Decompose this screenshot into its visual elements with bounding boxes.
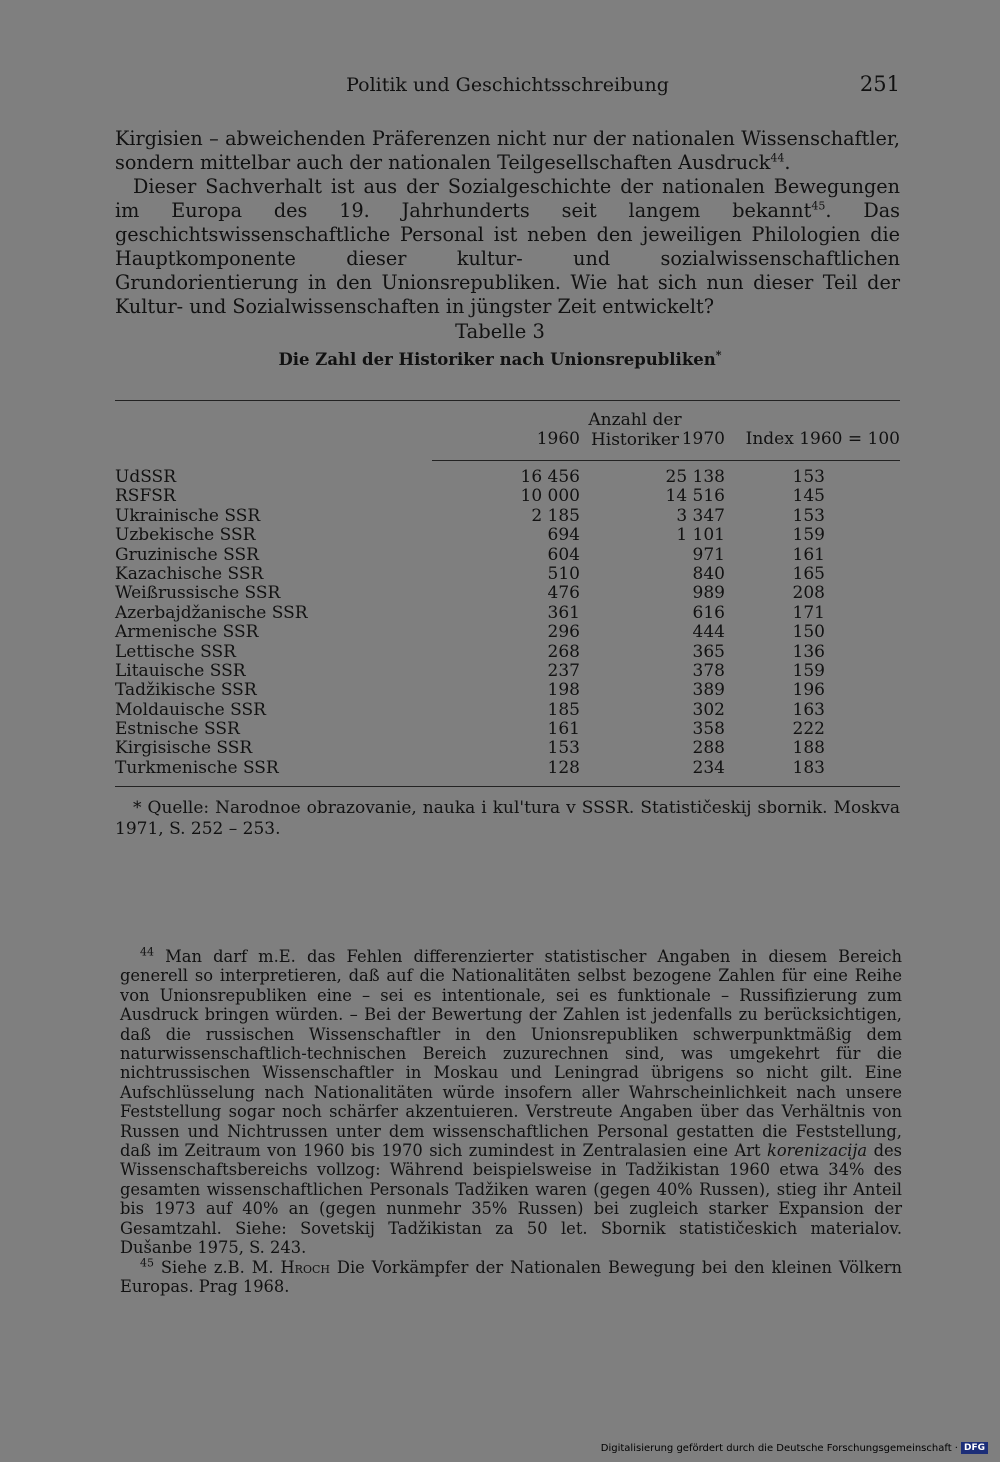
cell-index: 150	[792, 622, 825, 643]
footnote-44-number: 44	[140, 945, 154, 959]
paragraph-2	[115, 175, 900, 319]
cell-1960: 268	[547, 641, 580, 662]
row-name: RSFSR	[115, 486, 176, 507]
cell-1960: 604	[547, 544, 580, 565]
table-caption-mark: *	[715, 348, 722, 362]
row-name: Lettische SSR	[115, 641, 236, 662]
body-text	[115, 127, 900, 319]
cell-1960: 2 185	[531, 505, 580, 526]
cell-1970: 616	[692, 602, 725, 623]
table-row	[115, 681, 900, 700]
footnote-45-text-b: Die Vorkämpfer der Nationalen Bewegung bei den kleinen Völkern Europas. Prag 1968.	[120, 1257, 902, 1296]
cell-1960: 694	[547, 525, 580, 546]
table-row	[115, 720, 900, 739]
table-row	[115, 739, 900, 758]
footnote-44	[120, 947, 902, 1258]
cell-index: 136	[792, 641, 825, 662]
footnote-ref-44[interactable]: 44	[770, 151, 785, 165]
cell-1970: 234	[692, 757, 725, 778]
table-source-note	[115, 798, 900, 840]
cell-1970: 1 101	[676, 525, 725, 546]
cell-1970: 840	[692, 563, 725, 584]
paragraph-1	[115, 127, 900, 175]
row-name: Azerbajdžanische SSR	[115, 602, 308, 623]
row-name: Kirgisische SSR	[115, 738, 253, 759]
table-body	[115, 468, 900, 778]
table-caption-text: Die Zahl der Historiker nach Unionsrepubliken	[278, 350, 716, 369]
cell-1970: 444	[692, 622, 725, 643]
row-name: UdSSR	[115, 467, 177, 487]
cell-index: 145	[792, 486, 825, 507]
footnote-45-text-a: Siehe z.B. M.	[160, 1257, 281, 1277]
row-name: Ukrainische SSR	[115, 505, 261, 526]
cell-1960: 128	[547, 757, 580, 778]
cell-1970: 25 138	[665, 467, 725, 487]
cell-index: 196	[792, 680, 825, 701]
cell-1970: 971	[692, 544, 725, 565]
table-row	[115, 759, 900, 778]
footnote-44-text-b: des Wissenschaftsbereichs vollzog: Während beispielsweise in Tadžikistan 1960 etwa 34% des gesamten wissenschaftlichen Personals Tadžiken waren (gegen 40% Russen), stieg ihr Anteil bis 1973 auf 40% an (gegen nunmehr 35% Russen) bei zugleich starker Expansion der Gesamtzahl. Siehe: Sovetskij Tadžikistan za 50 let. Sbornik statističeskich materialov. Dušanbe 1975, S. 243.	[120, 1141, 902, 1258]
cell-1970: 378	[692, 660, 725, 681]
cell-1960: 185	[547, 699, 580, 720]
paragraph-1-end: .	[784, 151, 791, 174]
cell-1970: 989	[692, 583, 725, 604]
table-rule-header	[432, 460, 900, 461]
row-name: Weißrussische SSR	[115, 583, 281, 604]
historians-table	[115, 400, 900, 790]
table-number: Tabelle 3	[455, 320, 545, 343]
credit-text: Digitalisierung gefördert durch die Deutsche Forschungsgemeinschaft ·	[600, 1442, 958, 1454]
column-header-1970: 1970	[681, 429, 725, 449]
table-row	[115, 487, 900, 506]
cell-1970: 14 516	[665, 486, 725, 507]
cell-1970: 288	[692, 738, 725, 759]
cell-1970: 358	[692, 719, 725, 740]
cell-1960: 10 000	[520, 486, 580, 507]
table-row	[115, 701, 900, 720]
cell-index: 153	[792, 467, 825, 487]
row-name: Litauische SSR	[115, 660, 246, 681]
source-note-text: * Quelle: Narodnoe obrazovanie, nauka i kul'tura v SSSR. Statističeskij sbornik. Moskva 1971, S. 252 – 253.	[115, 798, 900, 839]
table-rule-top	[115, 400, 900, 401]
table-row	[115, 565, 900, 584]
cell-index: 159	[792, 660, 825, 681]
row-name: Estnische SSR	[115, 719, 240, 740]
table-row	[115, 546, 900, 565]
cell-index: 171	[792, 602, 825, 623]
table-row	[115, 468, 900, 487]
cell-1960: 161	[547, 719, 580, 740]
footnote-45	[120, 1258, 902, 1297]
footnote-45-author: Hroch	[280, 1257, 330, 1277]
cell-index: 222	[792, 719, 825, 740]
paragraph-2-text-a: Dieser Sachverhalt ist aus der Sozialgeschichte der nationalen Bewegungen im Europa des 19. Jahrhunderts seit langem bekannt	[115, 175, 900, 222]
table-row	[115, 584, 900, 603]
footnote-44-text-a: Man darf m.E. das Fehlen differenzierter statistischer Angaben in diesem Bereich generell so interpretieren, daß auf die Nationalitäten selbst bezogene Zahlen für eine Reihe von Unionsrepubliken eine – sei es intentionale, sei es funktionale – Russifizierung zum Ausdruck bringen würden. – Bei der Bewertung der Zahlen ist jedenfalls zu berücksichtigen, daß die russischen Wissenschaftler in den Unionsrepubliken schwerpunktmäßig dem naturwissenschaftlich-technischen Bereich zuzurechnen sind, was umgekehrt für die nichtrussischen Wissenschaftler in Moskau und Leningrad übrigens so nicht gilt. Eine Aufschlüsselung nach Nationalitäten würde insofern aller Wahrscheinlichkeit nach unsere Feststellung sogar noch schärfer akzentuieren. Verstreute Angaben über das Verhältnis von Russen und Nichtrussen unter dem wissenschaftlichen Personal gestatten die Feststellung, daß im Zeitraum von 1960 bis 1970 sich zumindest in Zentralasien eine Art	[120, 947, 902, 1161]
cell-index: 183	[792, 757, 825, 778]
running-head: Politik und Geschichtsschreibung	[346, 74, 669, 96]
column-header-1960: 1960	[536, 429, 580, 449]
cell-1970: 3 347	[676, 505, 725, 526]
column-group-header: Anzahl der Historiker	[588, 410, 682, 450]
table-row	[115, 623, 900, 642]
footnote-44-italic: korenizacija	[766, 1141, 868, 1161]
page-header	[115, 72, 900, 98]
row-name: Gruzinische SSR	[115, 544, 259, 565]
footnote-45-number: 45	[140, 1256, 154, 1270]
digitization-credit	[601, 1442, 988, 1454]
row-name: Moldauische SSR	[115, 699, 266, 720]
cell-1960: 153	[547, 738, 580, 759]
table-row	[115, 526, 900, 545]
row-name: Kazachische SSR	[115, 563, 264, 584]
cell-1970: 302	[692, 699, 725, 720]
cell-1960: 361	[547, 602, 580, 623]
cell-1970: 389	[692, 680, 725, 701]
table-row	[115, 507, 900, 526]
cell-index: 208	[792, 583, 825, 604]
page-number: 251	[859, 72, 900, 96]
cell-1960: 476	[547, 583, 580, 604]
cell-1960: 510	[547, 563, 580, 584]
paragraph-1-text: Kirgisien – abweichenden Präferenzen nicht nur der nationalen Wissenschaftler, sondern mittelbar auch der nationalen Teilgesellschaften Ausdruck	[115, 127, 900, 174]
table-row	[115, 662, 900, 681]
paragraph-2-text-b: . Das geschichtswissenschaftliche Personal ist neben den jeweiligen Philologien die Hauptkomponente dieser kultur- und sozialwissenschaftlichen Grundorientierung in den Unionsrepubliken. Wie hat sich nun dieser Teil der Kultur- und Sozialwissenschaften in jüngster Zeit entwickelt?	[115, 199, 900, 318]
cell-index: 165	[792, 563, 825, 584]
table-caption	[0, 350, 1000, 369]
row-name: Tadžikische SSR	[115, 680, 257, 701]
row-name: Uzbekische SSR	[115, 525, 256, 546]
cell-1960: 296	[547, 622, 580, 643]
table-rule-bottom	[115, 786, 900, 787]
cell-1970: 365	[692, 641, 725, 662]
cell-1960: 237	[547, 660, 580, 681]
column-header-index: Index 1960 = 100	[745, 429, 900, 449]
footnote-ref-45[interactable]: 45	[811, 199, 826, 213]
dfg-logo-icon: DFG	[961, 1442, 988, 1454]
cell-index: 163	[792, 699, 825, 720]
cell-index: 153	[792, 505, 825, 526]
table-row	[115, 604, 900, 623]
cell-index: 159	[792, 525, 825, 546]
cell-index: 188	[792, 738, 825, 759]
row-name: Armenische SSR	[115, 622, 259, 643]
cell-1960: 16 456	[520, 467, 580, 487]
table-row	[115, 643, 900, 662]
cell-1960: 198	[547, 680, 580, 701]
footnotes	[120, 947, 902, 1296]
row-name: Turkmenische SSR	[115, 757, 279, 778]
cell-index: 161	[792, 544, 825, 565]
